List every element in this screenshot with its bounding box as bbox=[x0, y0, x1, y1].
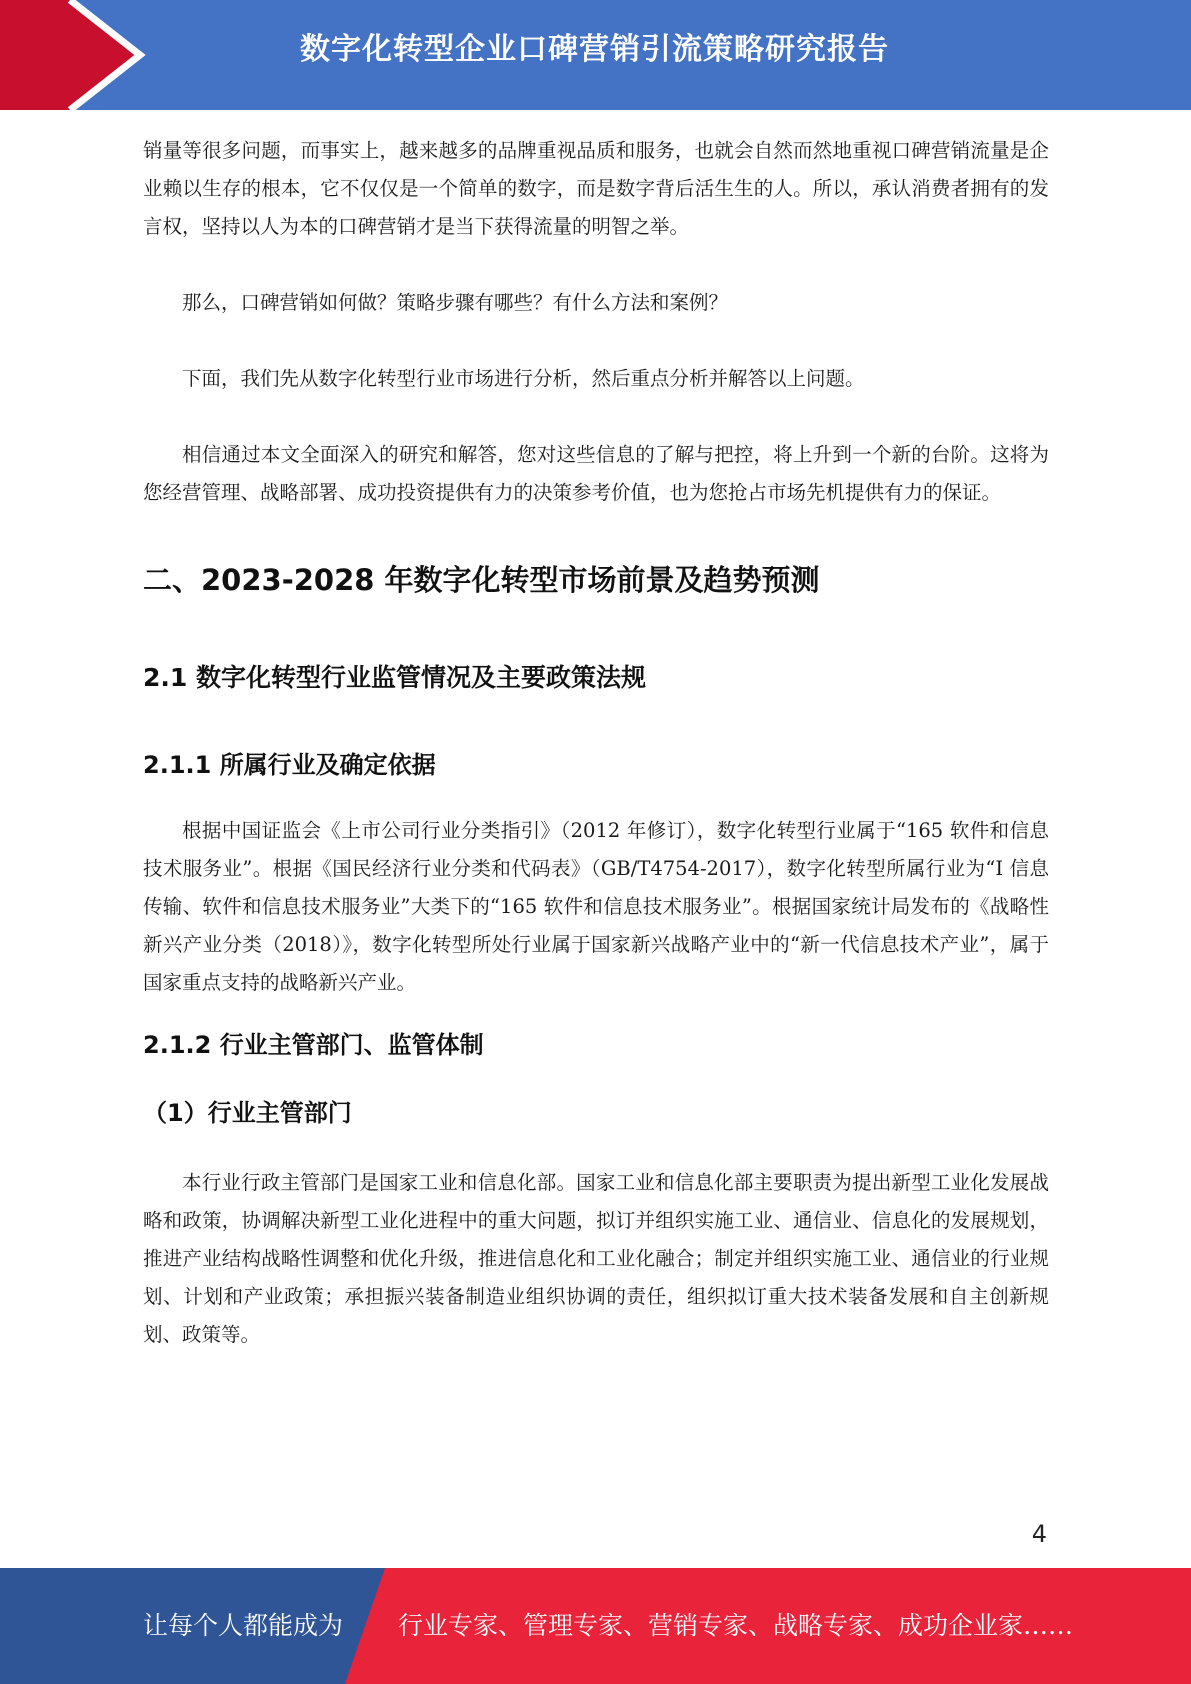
page-content bbox=[143, 132, 1049, 1354]
section-heading-2: 二、2023-2028 年数字化转型市场前景及趋势预测 bbox=[143, 563, 820, 597]
subsection-heading-competent-department: （1）行业主管部门 bbox=[143, 1099, 352, 1127]
competent-department-paragraph: 本行业行政主管部门是国家工业和信息化部。国家工业和信息化部主要职责为提出新型工业化发展战略和政策，协调解决新型工业化进程中的重大问题，拟订并组织实施工业、通信业、信息化的发展规划，推进产业结构战略性调整和优化升级，推进信息化和工业化融合；制定并组织实施工业、通信业的行业规划、计划和产业政策；承担振兴装备制造业组织协调的责任，组织拟订重大技术装备发展和自主创新规划、政策等。 bbox=[143, 1171, 1049, 1346]
intro-paragraph-continued: 销量等很多问题，而事实上，越来越多的品牌重视品质和服务，也就会自然而然地重视口碑营销流量是企业赖以生存的根本，它不仅仅是一个简单的数字，而是数字背后活生生的人。所以，承认消费者拥有的发言权，坚持以人为本的口碑营销才是当下获得流量的明智之举。 bbox=[143, 139, 1049, 238]
intro-paragraph-plan: 下面，我们先从数字化转型行业市场进行分析，然后重点分析并解答以上问题。 bbox=[182, 367, 865, 390]
section-heading-2-1-1: 2.1.1 所属行业及确定依据 bbox=[143, 751, 436, 779]
footer-slogan-right: 行业专家、管理专家、营销专家、战略专家、成功企业家…… bbox=[398, 1611, 1074, 1640]
intro-paragraph-value: 相信通过本文全面深入的研究和解答，您对这些信息的了解与把控，将上升到一个新的台阶。这将为您经营管理、战略部署、成功投资提供有力的决策参考价值，也为您抢占市场先机提供有力的保证。 bbox=[143, 443, 1049, 504]
page-footer bbox=[0, 1568, 1191, 1684]
footer-slogan-left: 让每个人都能成为 bbox=[143, 1611, 344, 1640]
page-header bbox=[0, 0, 1191, 110]
header-arrow-decoration bbox=[0, 0, 160, 110]
industry-classification-paragraph: 根据中国证监会《上市公司行业分类指引》（2012 年修订），数字化转型行业属于“165 软件和信息技术服务业”。根据《国民经济行业分类和代码表》（GB/T4754-2017），数字化转型所属行业为“I 信息传输、软件和信息技术服务业”大类下的“165 软件和信息技术服务业”。根据国家统计局发布的《战略性新兴产业分类（2018）》，数字化转型所处行业属于国家新兴战略产业中的“新一代信息技术产业”，属于国家重点支持的战略新兴产业。 bbox=[143, 819, 1049, 994]
page-number: 4 bbox=[1031, 1520, 1047, 1548]
section-heading-2-1: 2.1 数字化转型行业监管情况及主要政策法规 bbox=[143, 663, 646, 692]
report-title: 数字化转型企业口碑营销引流策略研究报告 bbox=[300, 32, 889, 67]
intro-paragraph-question: 那么，口碑营销如何做？策略步骤有哪些？有什么方法和案例？ bbox=[182, 291, 729, 314]
section-heading-2-1-2: 2.1.2 行业主管部门、监管体制 bbox=[143, 1031, 484, 1059]
